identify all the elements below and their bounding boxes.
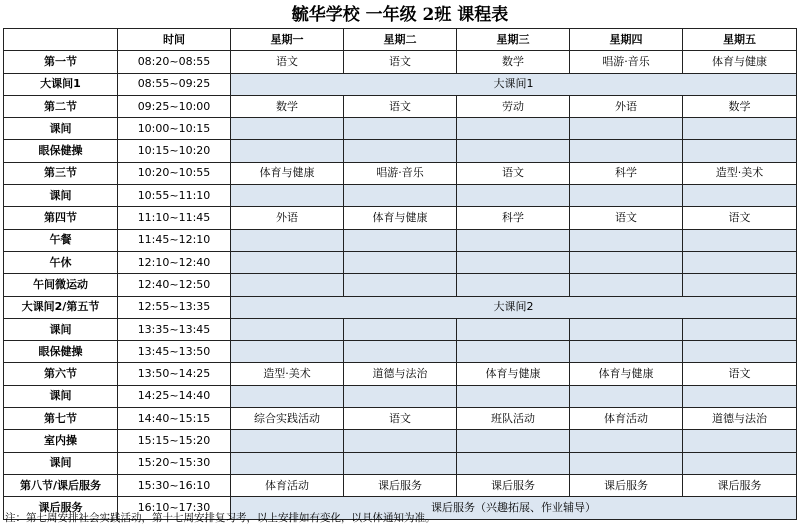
period-name-cell: 第八节/课后服务 bbox=[4, 474, 118, 496]
period-name-cell: 午休 bbox=[4, 251, 118, 273]
subject-cell: 外语 bbox=[570, 95, 683, 117]
header-day-friday: 星期五 bbox=[683, 29, 797, 51]
subject-cell: 体育与健康 bbox=[231, 162, 344, 184]
subject-cell: 体育与健康 bbox=[683, 51, 797, 73]
period-name-cell: 课后服务 bbox=[4, 497, 118, 519]
merged-activity-cell: 课后服务（兴趣拓展、作业辅导） bbox=[231, 497, 797, 519]
subject-cell bbox=[344, 185, 457, 207]
merged-activity-cell: 大课间2 bbox=[231, 296, 797, 318]
period-name-cell: 第二节 bbox=[4, 95, 118, 117]
subject-cell: 道德与法治 bbox=[683, 408, 797, 430]
schedule-row bbox=[4, 385, 797, 407]
subject-cell bbox=[570, 140, 683, 162]
schedule-row bbox=[4, 474, 797, 496]
period-name-cell: 室内操 bbox=[4, 430, 118, 452]
subject-cell: 语文 bbox=[344, 95, 457, 117]
subject-cell: 科学 bbox=[457, 207, 570, 229]
subject-cell bbox=[457, 185, 570, 207]
subject-cell bbox=[570, 318, 683, 340]
schedule-row bbox=[4, 229, 797, 251]
subject-cell: 语文 bbox=[570, 207, 683, 229]
period-time-cell: 14:25~14:40 bbox=[118, 385, 231, 407]
subject-cell bbox=[231, 118, 344, 140]
subject-cell bbox=[570, 385, 683, 407]
period-time-cell: 16:10~17:30 bbox=[118, 497, 231, 519]
schedule-row bbox=[4, 162, 797, 184]
subject-cell: 班队活动 bbox=[457, 408, 570, 430]
period-time-cell: 15:15~15:20 bbox=[118, 430, 231, 452]
subject-cell bbox=[570, 274, 683, 296]
period-name-cell: 第七节 bbox=[4, 408, 118, 430]
subject-cell: 道德与法治 bbox=[344, 363, 457, 385]
subject-cell bbox=[683, 251, 797, 273]
header-row bbox=[4, 29, 797, 51]
subject-cell: 语文 bbox=[344, 408, 457, 430]
subject-cell: 体育与健康 bbox=[570, 363, 683, 385]
subject-cell bbox=[570, 251, 683, 273]
subject-cell bbox=[344, 430, 457, 452]
subject-cell bbox=[231, 251, 344, 273]
footnote: 注：第七周安排社会实践活动，第十七周安排复习考，以上安排如有变化，以具体通知为准。 bbox=[5, 512, 436, 524]
subject-cell bbox=[683, 140, 797, 162]
header-day-monday: 星期一 bbox=[231, 29, 344, 51]
subject-cell bbox=[570, 185, 683, 207]
period-time-cell: 10:20~10:55 bbox=[118, 162, 231, 184]
period-time-cell: 12:10~12:40 bbox=[118, 251, 231, 273]
subject-cell bbox=[457, 140, 570, 162]
period-time-cell: 09:25~10:00 bbox=[118, 95, 231, 117]
subject-cell bbox=[457, 274, 570, 296]
period-time-cell: 10:15~10:20 bbox=[118, 140, 231, 162]
subject-cell: 科学 bbox=[570, 162, 683, 184]
subject-cell: 体育与健康 bbox=[457, 363, 570, 385]
subject-cell: 体育活动 bbox=[231, 474, 344, 496]
subject-cell bbox=[344, 341, 457, 363]
period-name-cell: 眼保健操 bbox=[4, 140, 118, 162]
schedule-row bbox=[4, 363, 797, 385]
subject-cell: 语文 bbox=[231, 51, 344, 73]
period-time-cell: 08:55~09:25 bbox=[118, 73, 231, 95]
subject-cell bbox=[683, 452, 797, 474]
header-day-wednesday: 星期三 bbox=[457, 29, 570, 51]
subject-cell bbox=[683, 430, 797, 452]
subject-cell: 体育与健康 bbox=[344, 207, 457, 229]
schedule-row bbox=[4, 452, 797, 474]
period-name-cell: 课间 bbox=[4, 385, 118, 407]
period-name-cell: 第三节 bbox=[4, 162, 118, 184]
period-time-cell: 11:45~12:10 bbox=[118, 229, 231, 251]
period-name-cell: 午间微运动 bbox=[4, 274, 118, 296]
schedule-row bbox=[4, 341, 797, 363]
subject-cell: 造型·美术 bbox=[683, 162, 797, 184]
schedule-row bbox=[4, 207, 797, 229]
subject-cell bbox=[457, 251, 570, 273]
subject-cell: 课后服务 bbox=[344, 474, 457, 496]
period-name-cell: 第六节 bbox=[4, 363, 118, 385]
period-name-cell: 大课间1 bbox=[4, 73, 118, 95]
subject-cell bbox=[457, 229, 570, 251]
subject-cell: 体育活动 bbox=[570, 408, 683, 430]
subject-cell: 劳动 bbox=[457, 95, 570, 117]
subject-cell bbox=[457, 341, 570, 363]
subject-cell bbox=[570, 118, 683, 140]
schedule-row bbox=[4, 296, 797, 318]
subject-cell bbox=[344, 140, 457, 162]
period-name-cell: 课间 bbox=[4, 318, 118, 340]
subject-cell bbox=[683, 318, 797, 340]
subject-cell: 数学 bbox=[231, 95, 344, 117]
subject-cell bbox=[683, 341, 797, 363]
subject-cell bbox=[457, 430, 570, 452]
subject-cell: 唱游·音乐 bbox=[344, 162, 457, 184]
subject-cell bbox=[457, 385, 570, 407]
period-name-cell: 午餐 bbox=[4, 229, 118, 251]
period-name-cell: 课间 bbox=[4, 452, 118, 474]
header-day-tuesday: 星期二 bbox=[344, 29, 457, 51]
subject-cell bbox=[570, 341, 683, 363]
period-time-cell: 13:45~13:50 bbox=[118, 341, 231, 363]
schedule-row bbox=[4, 140, 797, 162]
subject-cell bbox=[231, 385, 344, 407]
subject-cell bbox=[231, 430, 344, 452]
subject-cell bbox=[570, 430, 683, 452]
period-time-cell: 13:50~14:25 bbox=[118, 363, 231, 385]
period-time-cell: 12:40~12:50 bbox=[118, 274, 231, 296]
header-day-thursday: 星期四 bbox=[570, 29, 683, 51]
subject-cell: 语文 bbox=[344, 51, 457, 73]
subject-cell: 唱游·音乐 bbox=[570, 51, 683, 73]
period-time-cell: 11:10~11:45 bbox=[118, 207, 231, 229]
subject-cell bbox=[344, 251, 457, 273]
subject-cell: 语文 bbox=[683, 207, 797, 229]
subject-cell bbox=[231, 452, 344, 474]
subject-cell: 课后服务 bbox=[457, 474, 570, 496]
schedule-row bbox=[4, 51, 797, 73]
merged-activity-cell: 大课间1 bbox=[231, 73, 797, 95]
schedule-row bbox=[4, 118, 797, 140]
period-name-cell: 课间 bbox=[4, 118, 118, 140]
header-blank-cell bbox=[4, 29, 118, 51]
subject-cell bbox=[231, 185, 344, 207]
subject-cell: 数学 bbox=[683, 95, 797, 117]
schedule-row bbox=[4, 185, 797, 207]
schedule-row bbox=[4, 73, 797, 95]
subject-cell: 语文 bbox=[457, 162, 570, 184]
subject-cell bbox=[344, 318, 457, 340]
schedule-table bbox=[3, 28, 797, 520]
period-time-cell: 15:30~16:10 bbox=[118, 474, 231, 496]
subject-cell: 外语 bbox=[231, 207, 344, 229]
subject-cell bbox=[231, 341, 344, 363]
page-title: 毓华学校 一年级 2班 课程表 bbox=[291, 5, 509, 25]
subject-cell: 综合实践活动 bbox=[231, 408, 344, 430]
subject-cell bbox=[570, 229, 683, 251]
subject-cell: 课后服务 bbox=[570, 474, 683, 496]
subject-cell bbox=[344, 274, 457, 296]
period-time-cell: 12:55~13:35 bbox=[118, 296, 231, 318]
period-name-cell: 眼保健操 bbox=[4, 341, 118, 363]
period-time-cell: 10:55~11:10 bbox=[118, 185, 231, 207]
schedule-row bbox=[4, 318, 797, 340]
subject-cell bbox=[231, 229, 344, 251]
period-time-cell: 13:35~13:45 bbox=[118, 318, 231, 340]
schedule-row bbox=[4, 251, 797, 273]
period-name-cell: 第一节 bbox=[4, 51, 118, 73]
schedule-row bbox=[4, 430, 797, 452]
subject-cell bbox=[570, 452, 683, 474]
subject-cell bbox=[457, 118, 570, 140]
subject-cell bbox=[344, 229, 457, 251]
schedule-row bbox=[4, 408, 797, 430]
subject-cell: 数学 bbox=[457, 51, 570, 73]
subject-cell: 造型·美术 bbox=[231, 363, 344, 385]
period-time-cell: 10:00~10:15 bbox=[118, 118, 231, 140]
subject-cell bbox=[344, 385, 457, 407]
subject-cell: 课后服务 bbox=[683, 474, 797, 496]
subject-cell bbox=[683, 274, 797, 296]
schedule-row bbox=[4, 274, 797, 296]
subject-cell bbox=[457, 452, 570, 474]
subject-cell bbox=[683, 118, 797, 140]
subject-cell bbox=[683, 185, 797, 207]
subject-cell bbox=[231, 140, 344, 162]
period-time-cell: 15:20~15:30 bbox=[118, 452, 231, 474]
period-name-cell: 课间 bbox=[4, 185, 118, 207]
schedule-row bbox=[4, 95, 797, 117]
subject-cell: 语文 bbox=[683, 363, 797, 385]
subject-cell bbox=[683, 229, 797, 251]
period-name-cell: 第四节 bbox=[4, 207, 118, 229]
subject-cell bbox=[457, 318, 570, 340]
period-time-cell: 08:20~08:55 bbox=[118, 51, 231, 73]
period-name-cell: 大课间2/第五节 bbox=[4, 296, 118, 318]
subject-cell bbox=[231, 274, 344, 296]
period-time-cell: 14:40~15:15 bbox=[118, 408, 231, 430]
subject-cell bbox=[344, 452, 457, 474]
subject-cell bbox=[231, 318, 344, 340]
header-time-cell: 时间 bbox=[118, 29, 231, 51]
subject-cell bbox=[344, 118, 457, 140]
subject-cell bbox=[683, 385, 797, 407]
